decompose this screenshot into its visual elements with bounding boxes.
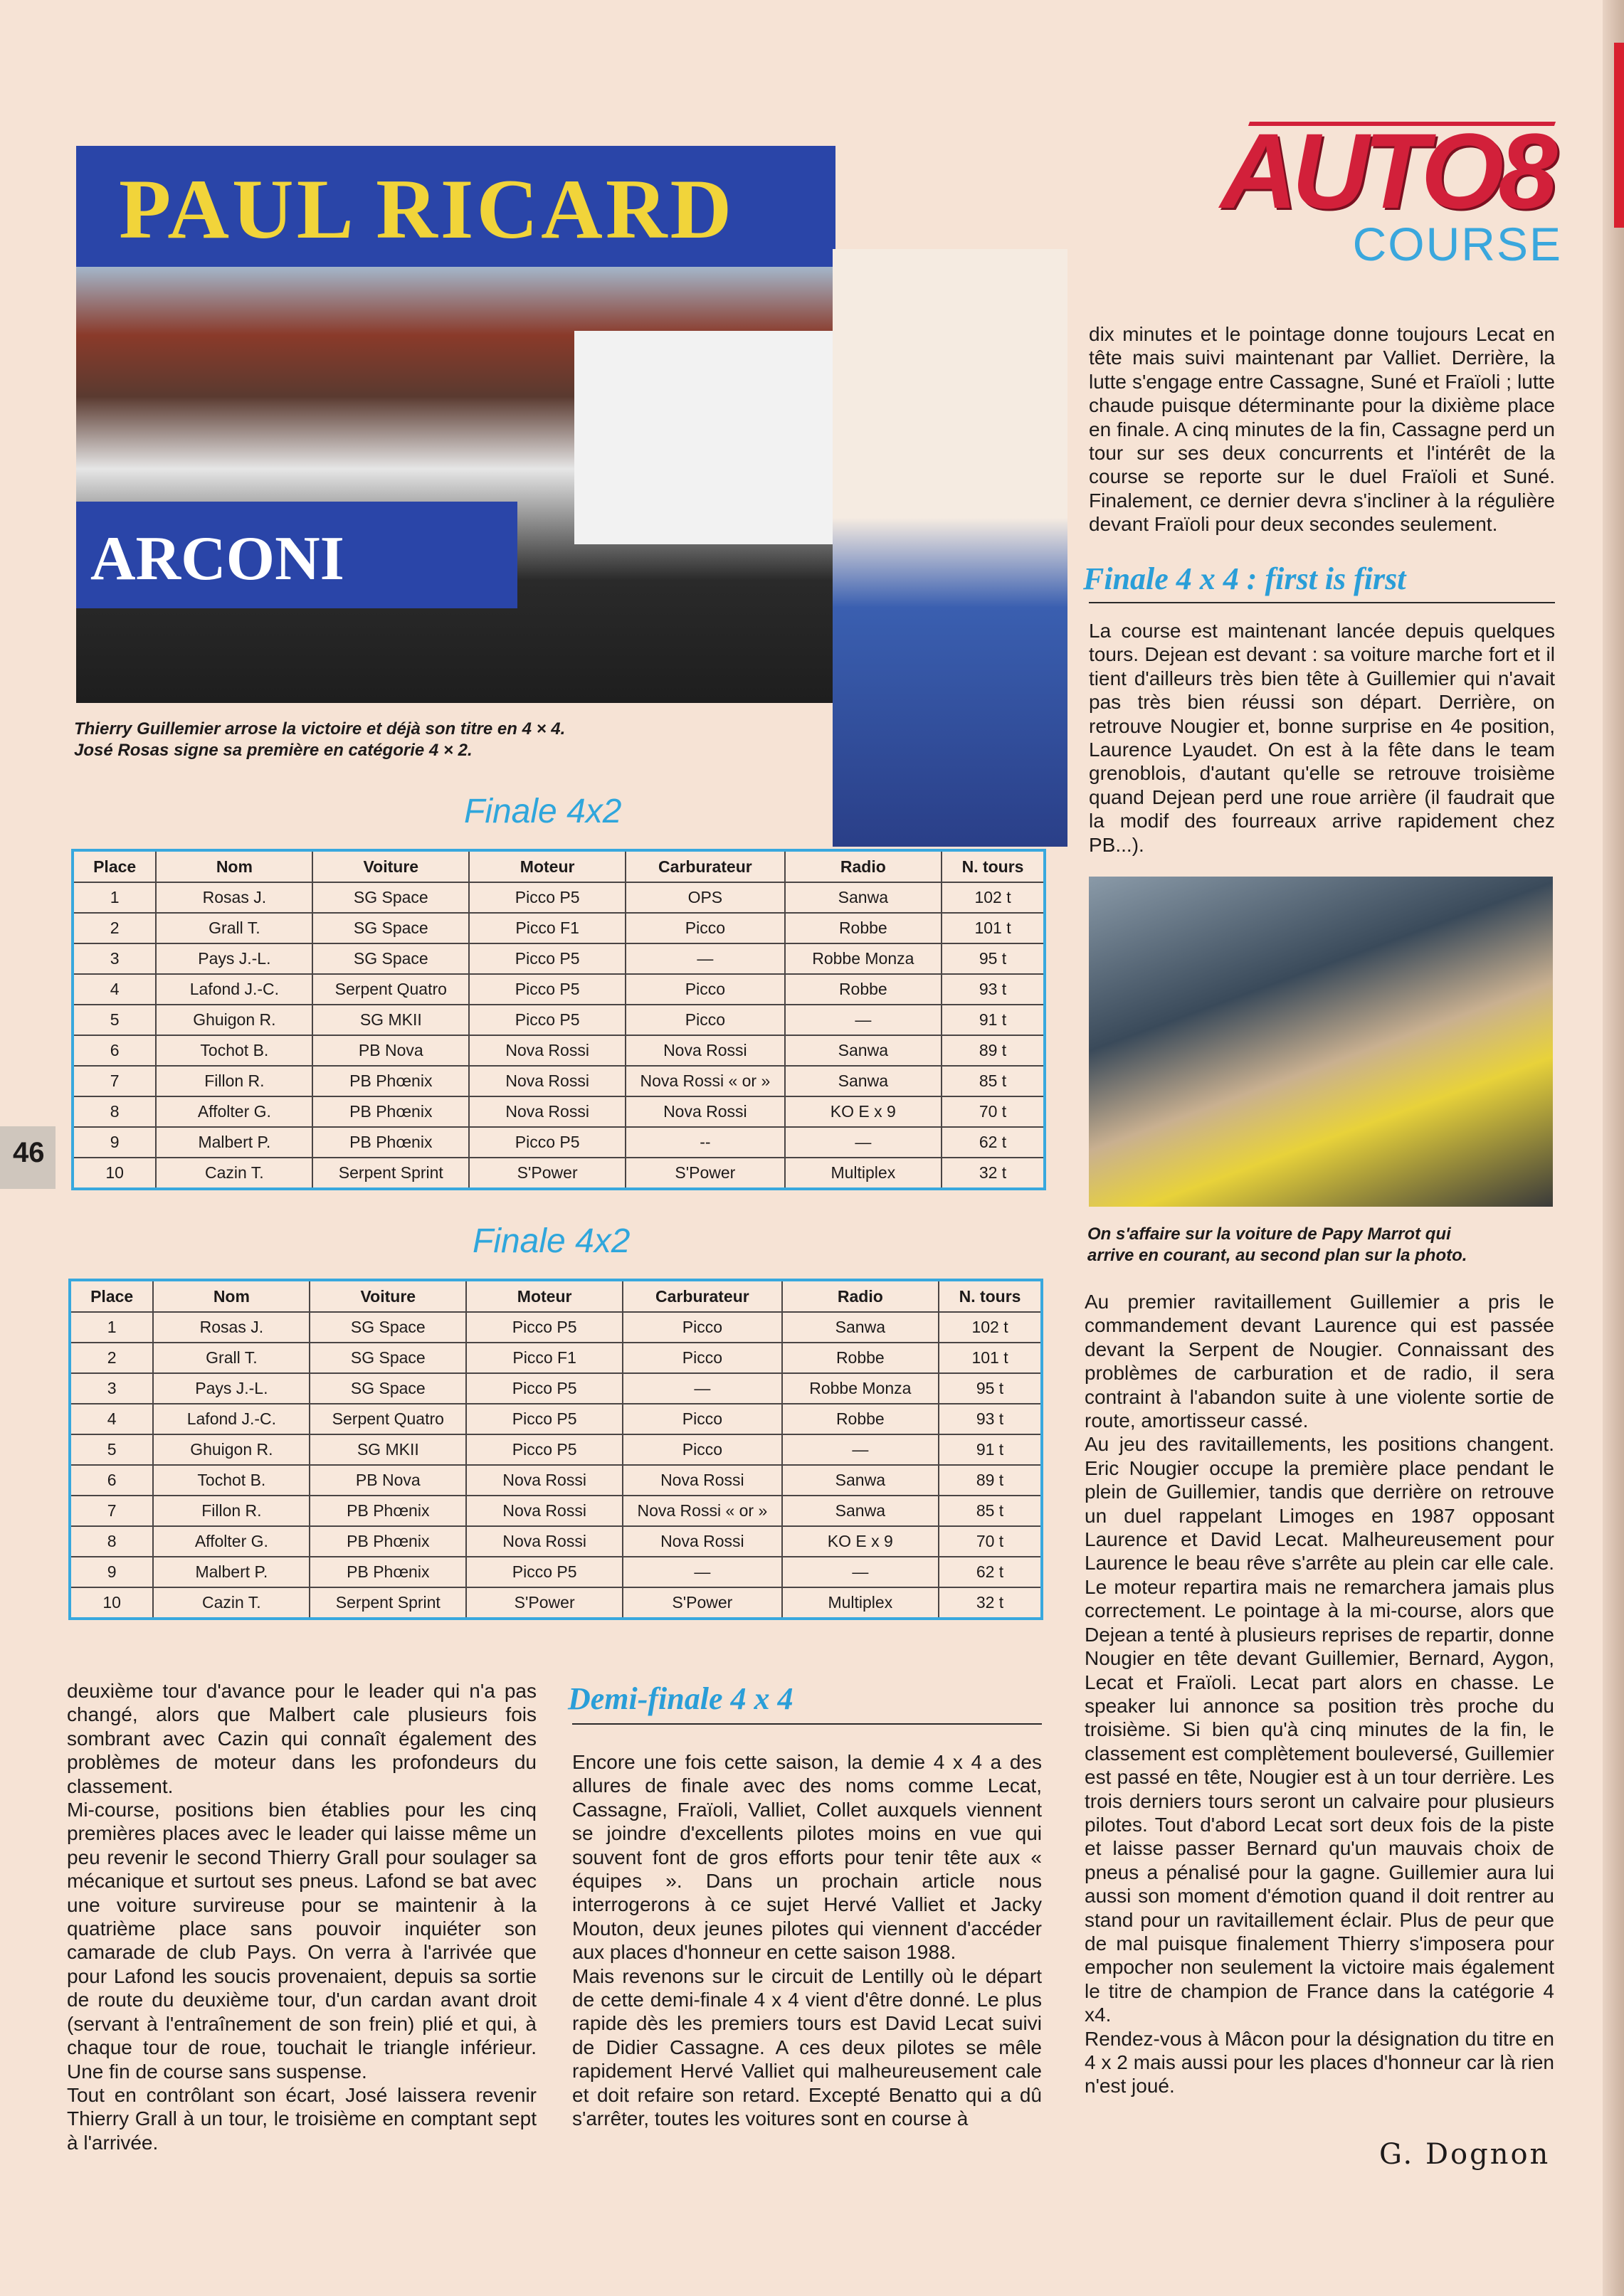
table-cell: Nova Rossi	[466, 1465, 623, 1496]
paragraph: Au jeu des ravitaillements, les positions changent. Eric Nougier occupe la première place pendant le plein de Guillemier, tandis que derrière on retrouve un duel rappelant Limoges en 1987 opposant Laurence et David Lecat. Malheureusement pour Laurence le beau rêve s'arrête au plein car elle cale. Le moteur repartira mais ne remarchera jamais plus correctement. Le pointage à la mi-course, alors que Dejean a tenté à plusieurs reprises de repartir, donne Nougier en tête devant Guillemier, Bernard, Aygon, Lecat et Fraïoli. Lecat part alors en chasse. Le speaker lui annonce sa position très proche du troisième. Si bien qu'à cinq minutes de la fin, le classement est complètement bouleversé, Guillemier est passé en tête, Nougier est à un tour derrière. Les trois derniers tours seront un calvaire pour plusieurs pilotes. Tout d'abord Lecat sort deux fois de la piste et laisse passer Bernard qu'un mauvais choix de pneus a pénalisé pour la gagne. Guillemier aura lui aussi son moment d'émotion quand il doit rentrer au stand pour un ravitaillement éclair. Plus de peur que de mal puisque finalement Thierry s'imposera pour empocher non seulement la victoire mais également le titre de champion de France dans la catégorie 4 x4.	[1085, 1433, 1554, 2026]
table-cell: Grall T.	[156, 913, 312, 943]
photo-banner-text: PAUL RICARD	[119, 162, 735, 256]
table-cell: Tochot B.	[153, 1465, 310, 1496]
table-cell: SG Space	[310, 1312, 466, 1343]
logo-main-text: AUTO8	[1220, 111, 1552, 231]
table-cell: Cazin T.	[156, 1158, 312, 1189]
table-cell: Picco P5	[466, 1557, 623, 1587]
column-header: N. tours	[942, 850, 1045, 882]
paragraph: Au premier ravitaillement Guillemier a pris le commandement devant Laurence qui est passée devant la Serpent de Nougier. Connaissant des problèmes de carburation et de radio, il sera contraint à l'abandon suite à une violente sortie de route, amortisseur cassé.	[1085, 1291, 1554, 1432]
table-cell: Nova Rossi	[469, 1066, 626, 1096]
table-cell: SG Space	[312, 882, 469, 913]
table-cell: Nova Rossi « or »	[623, 1496, 781, 1526]
table-cell: Nova Rossi	[466, 1496, 623, 1526]
table-cell: Nova Rossi	[626, 1035, 784, 1066]
table-cell: Picco F1	[466, 1343, 623, 1373]
table-cell: 1	[70, 1312, 153, 1343]
table-cell: Picco	[623, 1434, 781, 1465]
table-cell: 101 t	[942, 913, 1045, 943]
table-cell: PB Phœnix	[310, 1557, 466, 1587]
table-cell: Malbert P.	[156, 1127, 312, 1158]
paragraph: La course est maintenant lancée depuis quelques tours. Dejean est devant : sa voiture marche fort et il tient d'ailleurs très bien tête à Guillemier qui n'avait pas très bien réussi son départ. Derrière, on retrouve Nougier et, bonne surprise en 4e position, Laurence Lyaudet. On est à la fête dans le team grenoblois, d'autant qu'elle se retrouve troisième quand Dejean perd une roue arrière (il faudrait que la modif des fourreaux arrive rapidement chez PB...).	[1089, 620, 1555, 856]
table-cell: 91 t	[942, 1005, 1045, 1035]
column-header: N. tours	[939, 1280, 1042, 1312]
results-table-1	[71, 849, 1046, 1190]
table-row	[70, 1434, 1042, 1465]
table-row	[70, 1312, 1042, 1343]
table-row	[70, 1557, 1042, 1587]
paragraph: Encore une fois cette saison, la demie 4 x 4 a des allures de finale avec des noms comme Lecat, Cassagne, Fraïoli, Valliet, Collet auxquels viennent se joindre d'excellents pilotes moins en vue qui souvent font de gros efforts pour tenir tête aux « équipes ». Dans un prochain article nous interrogerons à ce sujet Hervé Valliet et Jacky Mouton, deux jeunes pilotes qui viennent d'accéder aux places d'honneur en cette saison 1988.	[572, 1751, 1042, 1964]
table-cell: 6	[70, 1465, 153, 1496]
table-cell: 62 t	[939, 1557, 1042, 1587]
table-row	[70, 1465, 1042, 1496]
right-column-intro	[1089, 322, 1555, 536]
table-cell: Robbe	[782, 1343, 939, 1373]
column-header: Place	[70, 1280, 153, 1312]
table-cell: PB Phœnix	[312, 1066, 469, 1096]
table-cell: —	[623, 1557, 781, 1587]
right-column-finale	[1089, 619, 1555, 857]
table-cell: Ghuigon R.	[156, 1005, 312, 1035]
table-cell: --	[626, 1127, 784, 1158]
table1-title: Finale 4x2	[464, 793, 622, 830]
table-cell: SG Space	[310, 1373, 466, 1404]
table-row	[73, 974, 1045, 1005]
table-cell: 62 t	[942, 1127, 1045, 1158]
table-cell: Rosas J.	[156, 882, 312, 913]
table-cell: S'Power	[626, 1158, 784, 1189]
table-cell: SG Space	[310, 1343, 466, 1373]
column-header: Moteur	[466, 1280, 623, 1312]
table-cell: Sanwa	[785, 882, 942, 913]
photo-banner	[76, 146, 835, 267]
page-edge	[1603, 0, 1624, 2296]
column-header: Place	[73, 850, 156, 882]
table-cell: 32 t	[939, 1587, 1042, 1619]
table-cell: Robbe	[782, 1404, 939, 1434]
table-cell: 3	[73, 943, 156, 974]
table-cell: KO E x 9	[785, 1096, 942, 1127]
table-row	[73, 1158, 1045, 1189]
left-column-body	[67, 1679, 537, 2154]
table-row	[73, 913, 1045, 943]
table-cell: 2	[70, 1343, 153, 1373]
page-number: 46	[13, 1137, 45, 1168]
table-cell: 93 t	[939, 1404, 1042, 1434]
table-cell: 32 t	[942, 1158, 1045, 1189]
table-cell: 6	[73, 1035, 156, 1066]
table-cell: 102 t	[939, 1312, 1042, 1343]
table-cell: 4	[73, 974, 156, 1005]
table-cell: Rosas J.	[153, 1312, 310, 1343]
table-cell: 101 t	[939, 1343, 1042, 1373]
table-cell: Picco	[626, 974, 784, 1005]
column-header: Moteur	[469, 850, 626, 882]
table-cell: PB Nova	[310, 1465, 466, 1496]
table-cell: PB Nova	[312, 1035, 469, 1066]
table-cell: 3	[70, 1373, 153, 1404]
table-cell: 102 t	[942, 882, 1045, 913]
table-cell: Nova Rossi	[469, 1096, 626, 1127]
results-table-2	[68, 1279, 1043, 1620]
column-header: Nom	[153, 1280, 310, 1312]
table-cell: Sanwa	[782, 1312, 939, 1343]
table-cell: S'Power	[623, 1587, 781, 1619]
photo-caption-pit: On s'affaire sur la voiture de Papy Marrot qui arrive en courant, au second plan sur la photo.	[1087, 1224, 1467, 1265]
table-cell: Picco F1	[469, 913, 626, 943]
table-cell: Sanwa	[782, 1465, 939, 1496]
table-row	[73, 1096, 1045, 1127]
table-cell: 95 t	[939, 1373, 1042, 1404]
table-cell: —	[785, 1005, 942, 1035]
auto8-logo	[1220, 111, 1562, 270]
column-header: Nom	[156, 850, 312, 882]
table-cell: —	[626, 943, 784, 974]
table-cell: 1	[73, 882, 156, 913]
table-cell: Affolter G.	[153, 1526, 310, 1557]
column-header: Carburateur	[626, 850, 784, 882]
table-row	[73, 1127, 1045, 1158]
column-header: Radio	[782, 1280, 939, 1312]
table-cell: Picco	[626, 1005, 784, 1035]
table-cell: Robbe	[785, 974, 942, 1005]
table-cell: PB Phœnix	[312, 1096, 469, 1127]
table-cell: Cazin T.	[153, 1587, 310, 1619]
paragraph: Mi-course, positions bien établies pour les cinq premières places avec le leader qui laisse même un peu revenir le second Thierry Grall pour soulager sa mécanique et surtout ses pneus. Lafond se bat avec une voiture survireuse pour se maintenir à la quatrième place sans pouvoir inquiéter son camarade de club Pays. On verra à l'arrivée que pour Lafond les soucis provenaient, depuis sa sortie de route du deuxième tour, d'un cardan avant droit (servant à l'entraînement de son frein) plié et qui, à chaque tour de roue, touchait le triangle inférieur. Une fin de course sans suspense.	[67, 1799, 537, 2083]
table-row	[73, 943, 1045, 974]
section-heading-demi-finale: Demi-finale 4 x 4	[568, 1681, 793, 1716]
table-cell: Nova Rossi	[623, 1526, 781, 1557]
table-cell: SG MKII	[310, 1434, 466, 1465]
table-cell: 85 t	[939, 1496, 1042, 1526]
table-cell: Nova Rossi	[469, 1035, 626, 1066]
table-cell: —	[782, 1434, 939, 1465]
table-cell: SG Space	[312, 943, 469, 974]
table-cell: Nova Rossi	[466, 1526, 623, 1557]
table-cell: 95 t	[942, 943, 1045, 974]
table-cell: Picco P5	[469, 1127, 626, 1158]
paragraph: dix minutes et le pointage donne toujours Lecat en tête mais suivi maintenant par Valliet. Derrière, la lutte s'engage entre Cassagne, Suné et Fraïoli ; lutte chaude puisque déterminante pour la dixième place en finale. A cinq minutes de la fin, Cassagne perd un tour sur ses deux concurrents et l'intérêt de la course se reporte sur le duel Fraïoli et Suné. Finalement, ce dernier devra s'incliner à la régulière devant Fraïoli pour deux secondes seulement.	[1089, 323, 1555, 536]
table-row	[73, 1066, 1045, 1096]
table-cell: 4	[70, 1404, 153, 1434]
table-cell: Pays J.-L.	[156, 943, 312, 974]
table-cell: Picco P5	[469, 943, 626, 974]
table-cell: S'Power	[466, 1587, 623, 1619]
column-header: Voiture	[310, 1280, 466, 1312]
table-cell: Multiplex	[785, 1158, 942, 1189]
heading-rule	[572, 1723, 1042, 1725]
table-cell: 70 t	[939, 1526, 1042, 1557]
paragraph: Rendez-vous à Mâcon pour la désignation du titre en 4 x 2 mais aussi pour les places d'honneur car là rien n'est joué.	[1085, 2027, 1554, 2097]
table-row	[70, 1373, 1042, 1404]
table-cell: Picco	[623, 1404, 781, 1434]
table-row	[73, 1005, 1045, 1035]
table-cell: Picco P5	[466, 1404, 623, 1434]
table-cell: Picco P5	[466, 1312, 623, 1343]
table2-title: Finale 4x2	[473, 1222, 631, 1260]
table-row	[70, 1587, 1042, 1619]
table-cell: 5	[70, 1434, 153, 1465]
table-cell: 5	[73, 1005, 156, 1035]
table-cell: —	[785, 1127, 942, 1158]
table-cell: PB Phœnix	[310, 1526, 466, 1557]
photo-pit-stand	[1089, 877, 1553, 1207]
table-cell: Fillon R.	[156, 1066, 312, 1096]
table-cell: 9	[73, 1127, 156, 1158]
table-cell: 89 t	[939, 1465, 1042, 1496]
table-cell: —	[623, 1373, 781, 1404]
table-cell: Nova Rossi « or »	[626, 1066, 784, 1096]
paragraph: deuxième tour d'avance pour le leader qui n'a pas changé, alors que Malbert cale plusieurs fois sombrant avec Cazin qui connaît également des problèmes de moteur dans les profondeurs du classement.	[67, 1680, 537, 1797]
table-cell: 89 t	[942, 1035, 1045, 1066]
paragraph: Mais revenons sur le circuit de Lentilly où le départ de cette demi-finale 4 x 4 vient d'être donné. Le plus rapide dès les premiers tours est David Lecat suivi de Didier Cassagne. A ces deux pilotes se mêle rapidement Hervé Valliet qui malheureusement cale et doit refaire son retard. Excepté Benatto qui a dû s'arrêter, toutes les voitures sont en course à	[572, 1964, 1042, 2130]
right-column-body	[1085, 1290, 1554, 2098]
table-cell: 85 t	[942, 1066, 1045, 1096]
table-cell: Affolter G.	[156, 1096, 312, 1127]
table-cell: Sanwa	[785, 1035, 942, 1066]
table-cell: 93 t	[942, 974, 1045, 1005]
table-header-row	[73, 850, 1045, 882]
table-cell: Sanwa	[785, 1066, 942, 1096]
table-cell: 8	[73, 1096, 156, 1127]
table-cell: Picco	[623, 1312, 781, 1343]
author-signature: G. Dognon	[1379, 2138, 1551, 2171]
table-cell: Pays J.-L.	[153, 1373, 310, 1404]
table-cell: Fillon R.	[153, 1496, 310, 1526]
table-cell: Picco P5	[469, 882, 626, 913]
table-cell: Lafond J.-C.	[153, 1404, 310, 1434]
column-header: Voiture	[312, 850, 469, 882]
table-row	[70, 1496, 1042, 1526]
table-cell: Malbert P.	[153, 1557, 310, 1587]
table-cell: Robbe	[785, 913, 942, 943]
table-cell: Robbe Monza	[782, 1373, 939, 1404]
table-cell: 2	[73, 913, 156, 943]
table-header-row	[70, 1280, 1042, 1312]
table-cell: Picco	[626, 913, 784, 943]
paragraph: Tout en contrôlant son écart, José laissera revenir Thierry Grall à un tour, le troisième en comptant sept à l'arrivée.	[67, 2083, 537, 2154]
logo-sub-text: COURSE	[1352, 218, 1562, 270]
photo-sign-text: ARCONI	[90, 524, 344, 593]
table-cell: SG Space	[312, 913, 469, 943]
table-cell: 70 t	[942, 1096, 1045, 1127]
table-cell: 10	[70, 1587, 153, 1619]
table-cell: Tochot B.	[156, 1035, 312, 1066]
table-cell: Multiplex	[782, 1587, 939, 1619]
photo-caption-podium: Thierry Guillemier arrose la victoire et déjà son titre en 4 × 4. José Rosas signe sa première en catégorie 4 × 2.	[74, 719, 566, 760]
table-cell: Picco P5	[466, 1373, 623, 1404]
table-cell: Nova Rossi	[623, 1465, 781, 1496]
table-row	[70, 1404, 1042, 1434]
table-cell: 7	[73, 1066, 156, 1096]
table-cell: PB Phœnix	[310, 1496, 466, 1526]
table-cell: Serpent Sprint	[312, 1158, 469, 1189]
table-cell: Serpent Quatro	[312, 974, 469, 1005]
table-cell: Picco P5	[469, 1005, 626, 1035]
table-cell: Nova Rossi	[626, 1096, 784, 1127]
red-edge-tab	[1614, 43, 1624, 228]
table-row	[70, 1526, 1042, 1557]
table-cell: —	[782, 1557, 939, 1587]
table-cell: Sanwa	[782, 1496, 939, 1526]
table-row	[73, 882, 1045, 913]
table-cell: Lafond J.-C.	[156, 974, 312, 1005]
column-header: Carburateur	[623, 1280, 781, 1312]
heading-rule	[1089, 602, 1555, 603]
table-cell: Picco P5	[466, 1434, 623, 1465]
table-cell: 10	[73, 1158, 156, 1189]
table-cell: PB Phœnix	[312, 1127, 469, 1158]
table-cell: Robbe Monza	[785, 943, 942, 974]
table-cell: 9	[70, 1557, 153, 1587]
table-cell: Serpent Quatro	[310, 1404, 466, 1434]
table-cell: Picco	[623, 1343, 781, 1373]
table-cell: 7	[70, 1496, 153, 1526]
table-cell: KO E x 9	[782, 1526, 939, 1557]
table-cell: OPS	[626, 882, 784, 913]
photo-board	[574, 331, 835, 544]
table-cell: Serpent Sprint	[310, 1587, 466, 1619]
table-cell: Picco P5	[469, 974, 626, 1005]
table-cell: Grall T.	[153, 1343, 310, 1373]
photo-sign	[76, 502, 517, 608]
table-cell: 8	[70, 1526, 153, 1557]
section-heading-finale-4x4: Finale 4 x 4 : first is first	[1083, 561, 1406, 596]
table-row	[70, 1343, 1042, 1373]
table-cell: SG MKII	[312, 1005, 469, 1035]
table-cell: 91 t	[939, 1434, 1042, 1465]
photo-podium	[76, 146, 835, 703]
table-row	[73, 1035, 1045, 1066]
table-cell: S'Power	[469, 1158, 626, 1189]
table-cell: Ghuigon R.	[153, 1434, 310, 1465]
column-header: Radio	[785, 850, 942, 882]
photo-driver-trophy	[833, 249, 1067, 847]
middle-column-body	[572, 1750, 1042, 2131]
